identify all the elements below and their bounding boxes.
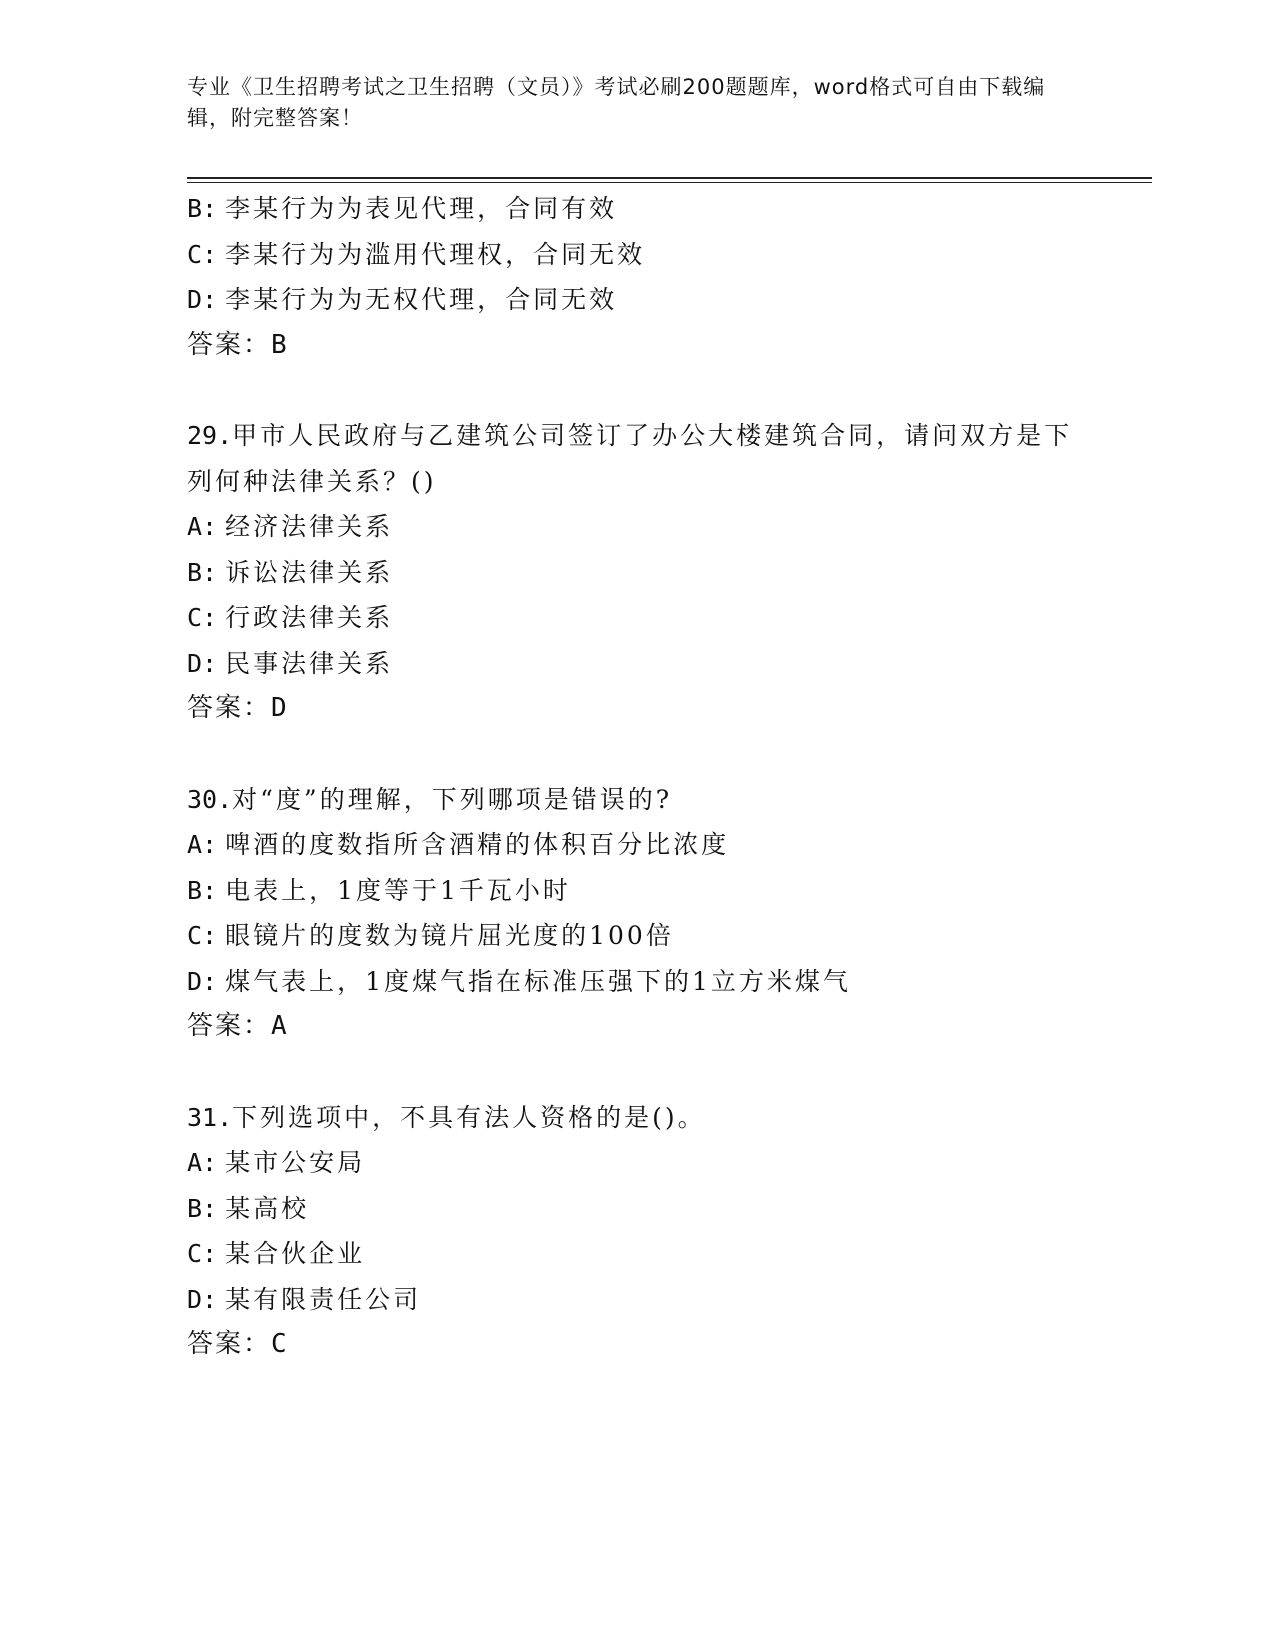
option-label: C: bbox=[187, 1239, 218, 1268]
option-label: D: bbox=[187, 966, 218, 996]
answer-label: 答案： bbox=[187, 1329, 272, 1359]
question-30 bbox=[187, 777, 1127, 1050]
answer-value: C bbox=[271, 1329, 289, 1359]
answer-line bbox=[187, 323, 1127, 369]
option-line bbox=[187, 959, 1127, 1005]
spacer bbox=[187, 1050, 1127, 1095]
option-text: 李某行为为表见代理，合同有效 bbox=[225, 194, 618, 223]
question-stem bbox=[187, 1095, 1077, 1141]
option-label: B: bbox=[187, 194, 218, 223]
option-text: 李某行为为滥用代理权，合同无效 bbox=[225, 239, 646, 269]
option-line bbox=[187, 277, 1127, 323]
option-label: B: bbox=[187, 1193, 218, 1223]
header-divider-thin bbox=[187, 182, 1152, 183]
option-label: D: bbox=[187, 648, 218, 678]
question-content bbox=[187, 186, 1127, 1368]
option-text: 啤酒的度数指所含酒精的体积百分比浓度 bbox=[225, 830, 730, 859]
answer-label: 答案： bbox=[187, 1011, 272, 1041]
option-text: 电表上，1度等于1千瓦小时 bbox=[225, 875, 571, 905]
option-label: B: bbox=[187, 875, 218, 905]
option-text: 行政法律关系 bbox=[225, 603, 394, 632]
question-text: 下列选项中，不具有法人资格的是()。 bbox=[232, 1102, 706, 1132]
option-text: 某高校 bbox=[225, 1193, 310, 1223]
answer-line bbox=[187, 1322, 1127, 1368]
option-line bbox=[187, 641, 1127, 687]
header-divider-thick bbox=[187, 177, 1152, 179]
option-label: A: bbox=[187, 512, 218, 541]
option-line bbox=[187, 550, 1127, 596]
answer-line bbox=[187, 686, 1127, 732]
option-line bbox=[187, 1186, 1127, 1232]
option-label: A: bbox=[187, 830, 218, 859]
answer-value: B bbox=[271, 329, 289, 360]
option-line bbox=[187, 1140, 1127, 1186]
option-label: D: bbox=[187, 285, 218, 314]
option-text: 某有限责任公司 bbox=[225, 1284, 422, 1314]
option-label: A: bbox=[187, 1148, 218, 1177]
option-label: B: bbox=[187, 557, 218, 587]
question-text: 对“度”的理解，下列哪项是错误的? bbox=[232, 784, 673, 814]
option-text: 民事法律关系 bbox=[225, 648, 394, 678]
answer-label: 答案： bbox=[187, 693, 272, 723]
option-text: 眼镜片的度数为镜片屈光度的100倍 bbox=[225, 921, 674, 950]
answer-value: A bbox=[271, 1011, 289, 1041]
option-text: 煤气表上，1度煤气指在标准压强下的1立方米煤气 bbox=[225, 966, 851, 996]
option-text: 某合伙企业 bbox=[225, 1239, 366, 1268]
option-line bbox=[187, 1277, 1127, 1323]
question-text: 甲市人民政府与乙建筑公司签订了办公大楼建筑合同，请问双方是下列何种法律关系？() bbox=[187, 421, 1073, 496]
page-header: 专业《卫生招聘考试之卫生招聘（文员）》考试必刷200题题库，word格式可自由下载编辑，附完整答案！ bbox=[187, 75, 1046, 130]
option-line bbox=[187, 913, 1127, 959]
answer-line bbox=[187, 1004, 1127, 1050]
option-text: 经济法律关系 bbox=[225, 512, 394, 541]
option-label: C: bbox=[187, 921, 218, 950]
spacer bbox=[187, 732, 1127, 777]
option-text: 某市公安局 bbox=[225, 1148, 366, 1177]
spacer bbox=[187, 368, 1127, 413]
option-line bbox=[187, 186, 1127, 232]
question-29 bbox=[187, 413, 1127, 732]
option-text: 李某行为为无权代理，合同无效 bbox=[225, 285, 618, 314]
option-line bbox=[187, 868, 1127, 914]
option-line bbox=[187, 595, 1127, 641]
continued-question bbox=[187, 186, 1127, 368]
answer-label: 答案： bbox=[187, 329, 272, 360]
question-stem bbox=[187, 777, 1077, 823]
option-line bbox=[187, 232, 1127, 278]
option-label: C: bbox=[187, 603, 218, 632]
option-label: C: bbox=[187, 239, 218, 269]
question-number: 29. bbox=[187, 421, 233, 450]
question-31 bbox=[187, 1095, 1127, 1368]
option-line bbox=[187, 504, 1127, 550]
question-stem bbox=[187, 413, 1077, 504]
option-label: D: bbox=[187, 1284, 218, 1314]
answer-value: D bbox=[271, 693, 289, 723]
question-number: 30. bbox=[187, 784, 233, 814]
question-number: 31. bbox=[187, 1102, 233, 1132]
option-text: 诉讼法律关系 bbox=[225, 557, 394, 587]
option-line bbox=[187, 1231, 1127, 1277]
option-line bbox=[187, 822, 1127, 868]
